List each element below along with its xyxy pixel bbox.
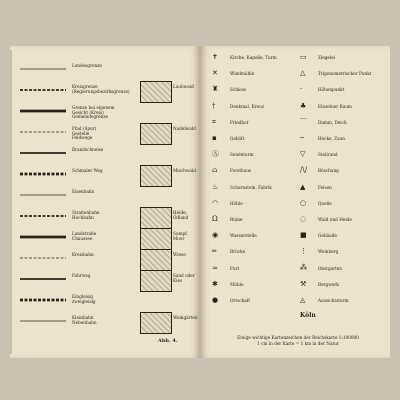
right-right-col-label: Aussichtsturm (318, 298, 349, 303)
right-left-col-label: Brücke (230, 249, 246, 255)
legend-label: Eingleisig (72, 294, 94, 299)
area-swatch (140, 312, 172, 334)
line-symbol (20, 316, 68, 326)
legend-label: Feldwege (72, 135, 93, 141)
open-book (10, 46, 390, 358)
left-page (10, 46, 200, 358)
right-left-col-label: Gehöft (230, 136, 245, 141)
legend-label: Schmaler Weg (72, 168, 103, 173)
legend-label: Kreisbahn (72, 252, 94, 257)
right-left-col-label: Schloss (230, 87, 247, 93)
right-right-col-symbol-icon: ◬ (300, 296, 306, 304)
footer-line-2: 1 cm in der Karte = 1 km in der Natur (257, 341, 339, 346)
right-left-col-symbol-icon: ⌗ (212, 117, 216, 126)
right-right-col-label: Wald und Heide (318, 217, 352, 222)
legend-label: Chaussee (72, 235, 93, 241)
line-symbol (20, 169, 68, 179)
right-right-col-symbol-icon: ○ (300, 198, 307, 207)
legend-label: Landstraße (72, 231, 97, 236)
right-left-col-symbol-icon: ✕ (212, 69, 218, 78)
line-symbol (20, 274, 68, 284)
right-left-col-symbol-icon: ⌂ (212, 166, 218, 175)
area-swatch (140, 81, 172, 103)
right-right-col-label: Trigonometrischer Punkt (318, 71, 372, 77)
line-symbol (20, 211, 68, 221)
legend-label: Nebenbahn (72, 319, 97, 325)
legend-label: Hochbahn (72, 214, 94, 220)
place-name: Köln (300, 312, 316, 319)
right-left-col-label: Furt (230, 265, 240, 271)
legend-label: Pfad (Spur) (72, 126, 97, 131)
right-page (200, 46, 390, 358)
legend-label: Kreisgrenze (72, 84, 98, 89)
legend-label: (Regierungsbezirksgrenze) (72, 88, 130, 94)
right-right-col-symbol-icon: ⌒ (300, 117, 307, 126)
right-left-col-label: Schornstein, Fabrik (230, 184, 272, 190)
right-right-col-symbol-icon: ⁂ (300, 263, 307, 272)
area-label: Sumpf, Moor (173, 231, 188, 241)
right-left-col-symbol-icon: Ω (212, 215, 218, 223)
page-edge (10, 50, 12, 354)
right-right-col-symbol-icon: ▲ (300, 182, 306, 191)
right-right-col-symbol-icon: ♣ (300, 101, 307, 110)
line-symbol (20, 64, 68, 74)
legend-label: Kleinbahn (72, 315, 94, 320)
area-swatch (140, 270, 172, 292)
right-right-col-symbol-icon: ▭ (300, 53, 307, 61)
legend-label: Grenze bei eigenem (72, 105, 115, 110)
area-label: Wiese (173, 252, 186, 257)
right-right-col-symbol-icon: /\/ (300, 166, 308, 175)
right-left-col-label: Friedhof (230, 119, 249, 125)
right-left-col-symbol-icon: ≈ (212, 263, 218, 272)
right-left-col-label: Kirche, Kapelle, Turm (230, 55, 277, 60)
right-left-col-symbol-icon: † (212, 101, 216, 110)
right-right-col-symbol-icon: ◌ (300, 215, 307, 223)
right-left-col-symbol-icon: ◉ (212, 231, 219, 240)
legend-label: Landesgrenze (72, 63, 102, 68)
line-symbol (20, 106, 68, 116)
area-label: Heide, Ödland (173, 210, 189, 220)
legend-label: zweigleisig (72, 298, 96, 304)
right-left-col-symbol-icon: ◠ (212, 198, 219, 207)
right-right-col-symbol-icon: · (300, 85, 303, 94)
right-left-col-label: Ruine (230, 217, 243, 222)
right-right-col-symbol-icon: ⋮ (300, 247, 307, 256)
footer-line-1: Einige wichtige Kartenzeichen der Reichskarte 1:100000 (237, 335, 359, 340)
area-label: Sand oder Kies (173, 273, 195, 283)
right-left-col-symbol-icon: ♜ (212, 85, 219, 94)
right-right-col-label: Weinberg (318, 249, 339, 255)
right-right-col-symbol-icon: ╌ (300, 134, 305, 142)
legend-label: Fahrweg (72, 273, 91, 278)
right-right-col-label: Steilrand (318, 152, 338, 158)
right-left-col-label: Wasserstelle (230, 233, 257, 239)
right-right-col-label: Böschung (318, 168, 339, 174)
area-label: Laubwald (173, 84, 194, 89)
right-right-col-symbol-icon: △ (300, 69, 306, 78)
right-right-col-label: Obstgarten (318, 265, 342, 271)
right-right-col-symbol-icon: ⚒ (300, 279, 307, 288)
right-left-col-label: Windmühle (230, 71, 255, 77)
right-left-col-symbol-icon: Ⓐ (212, 150, 219, 159)
right-left-col-label: Höhle (230, 200, 243, 206)
right-right-col-label: Hecke, Zaun (318, 136, 345, 141)
right-right-col-symbol-icon: ▽ (300, 150, 306, 159)
area-label: Mischwald (173, 168, 196, 173)
right-right-col-label: Damm, Deich (318, 119, 347, 125)
right-left-col-symbol-icon: ✝ (212, 53, 218, 61)
area-swatch (140, 207, 172, 229)
right-right-col-symbol-icon: ■ (300, 231, 307, 240)
area-swatch (140, 249, 172, 271)
area-label: Weingärten (173, 315, 198, 320)
right-left-col-symbol-icon: ✱ (212, 279, 218, 288)
line-symbol (20, 148, 68, 158)
right-left-col-label: Forsthaus (230, 168, 252, 174)
right-left-col-symbol-icon: ═ (212, 247, 217, 256)
right-left-col-symbol-icon: ▪ (212, 134, 217, 142)
legend-label: Gemeindegrenze (72, 114, 109, 120)
right-left-col-symbol-icon: ♨ (212, 182, 219, 191)
legend-label: Brandschneise (72, 147, 104, 152)
right-left-col-label: Ortschaft (230, 298, 251, 303)
right-left-col-label: Denkmal, Kreuz (230, 103, 265, 109)
right-right-col-label: Einzelner Baum (318, 103, 352, 109)
right-right-col-label: Ziegelei (318, 55, 336, 60)
line-symbol (20, 190, 68, 200)
legend-label: Gestelle (72, 130, 90, 136)
right-right-col-label: Gebäude (318, 233, 337, 239)
right-left-col-label: Mühle (230, 281, 244, 287)
area-swatch (140, 165, 172, 187)
right-left-col-symbol-icon: ● (212, 296, 219, 304)
right-left-col-label: Sendeturm (230, 152, 254, 158)
line-symbol (20, 295, 68, 305)
legend-label: Eisenbahn (72, 189, 95, 194)
line-symbol (20, 85, 68, 95)
area-swatch (140, 228, 172, 250)
right-right-col-label: Felsen (318, 184, 332, 190)
line-symbol (20, 127, 68, 137)
area-label: Nadelwald (173, 126, 196, 131)
legend-label: Gesicht (Kreis) (72, 109, 104, 115)
line-symbol (20, 253, 68, 263)
figure-label: Abb. 4. (158, 338, 178, 344)
right-right-col-label: Bergwerk (318, 281, 339, 287)
legend-label: Straßenbahn (72, 210, 100, 215)
right-right-col-label: Höhenpunkt (318, 87, 345, 93)
area-swatch (140, 123, 172, 145)
right-right-col-label: Quelle (318, 200, 332, 206)
line-symbol (20, 232, 68, 242)
